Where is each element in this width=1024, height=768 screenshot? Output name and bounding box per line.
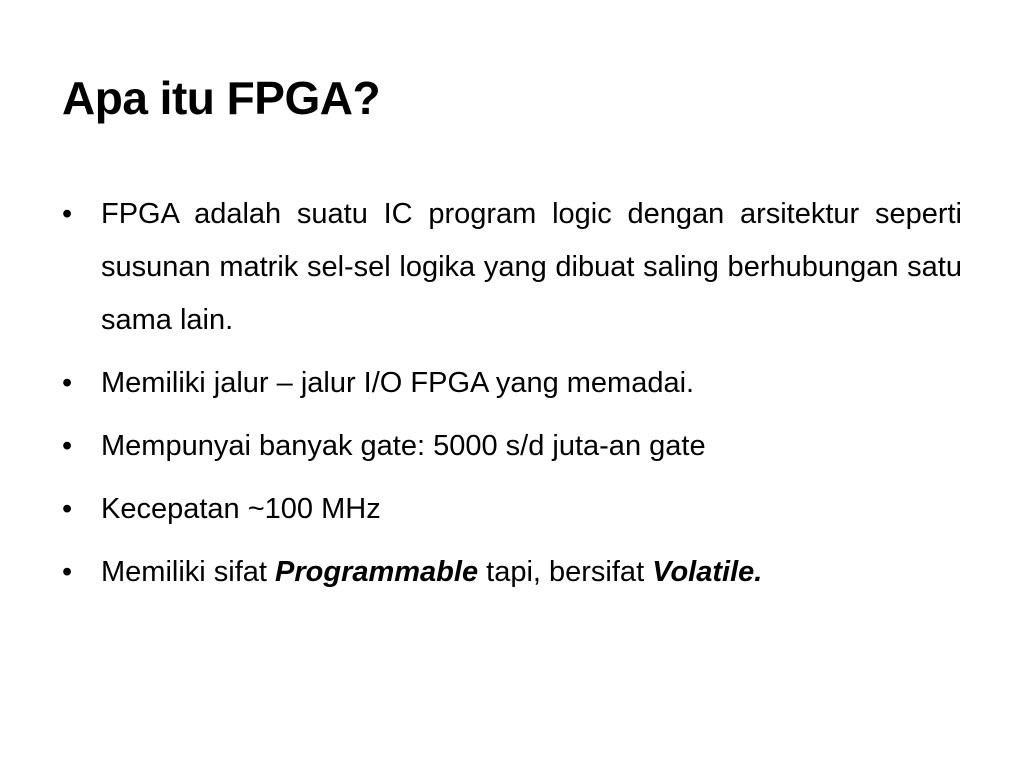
bullet-text: Memiliki jalur – jalur I/O FPGA yang memadai. [101, 367, 695, 399]
bullet-dot-icon: • [62, 367, 73, 399]
bullet-dot-icon: • [62, 430, 73, 462]
bullet-text: Mempunyai banyak gate: 5000 s/d juta-an gate [101, 430, 706, 462]
bullet-text-mid: tapi, bersifat [478, 556, 653, 588]
slide-title: Apa itu FPGA? [62, 72, 381, 124]
bullet-item [62, 483, 962, 536]
bullet-dot-icon: • [62, 556, 73, 588]
bullet-list [62, 188, 962, 609]
bullet-dot-icon: • [62, 493, 73, 525]
bullet-item [62, 188, 962, 347]
bullet-text-pre: Memiliki sifat [101, 556, 276, 588]
emphasis-programmable: Programmable [275, 556, 479, 588]
bullet-item [62, 546, 962, 599]
emphasis-volatile: Volatile. [652, 556, 763, 588]
bullet-item [62, 420, 962, 473]
bullet-text: FPGA adalah suatu IC program logic dengan arsitektur seperti susunan matrik sel-sel logika yang dibuat saling berhubungan satu sama lain. [101, 198, 962, 336]
bullet-item [62, 357, 962, 410]
bullet-text: Kecepatan ~100 MHz [101, 493, 381, 525]
bullet-dot-icon: • [62, 198, 73, 230]
